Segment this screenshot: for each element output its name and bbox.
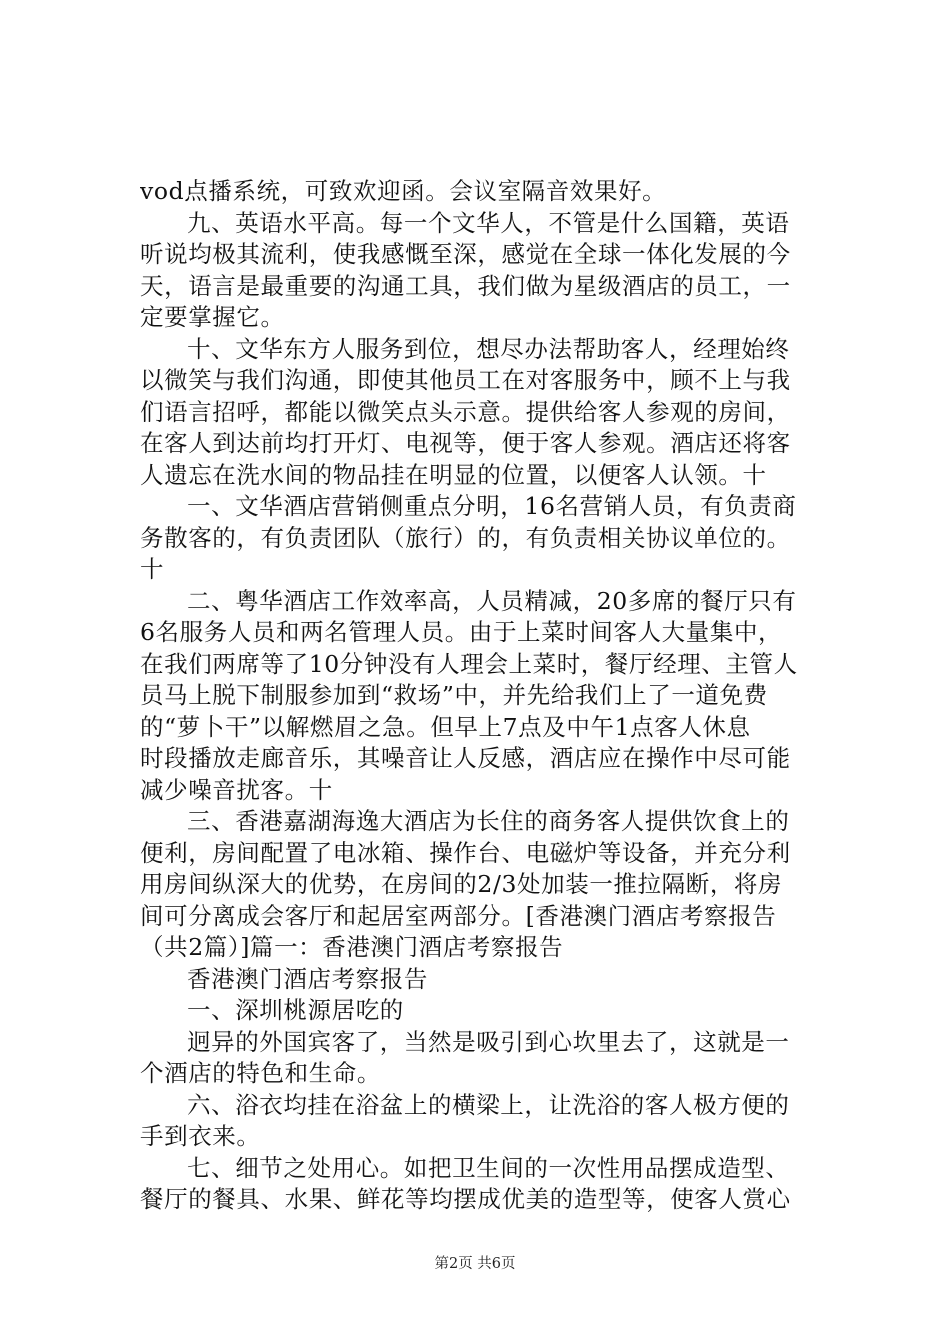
text-line: 十 [140, 555, 165, 583]
page-footer: 第2页 共6页 [434, 1256, 516, 1272]
text-line: 以微笑与我们沟通，即使其他员工在对客服务中，顾不上与我 [140, 366, 791, 394]
text-line: 手到衣来。 [140, 1122, 261, 1150]
text-line: 天，语言是最重要的沟通工具，我们做为星级酒店的员工，一 [140, 271, 791, 300]
text-line: 在客人到达前均打开灯、电视等，便于客人参观。酒店还将客 [140, 429, 791, 457]
text-line: 员马上脱下制服参加到“救场”中，并先给我们上了一道免费 [140, 681, 768, 709]
document-body [140, 176, 840, 1216]
text-line: 餐厅的餐具、水果、鲜花等均摆成优美的造型等，使客人赏心 [140, 1185, 791, 1213]
text-line: 个酒店的特色和生命。 [140, 1059, 381, 1087]
text-line: 定要掌握它。 [140, 303, 285, 331]
text-line: （共2篇）]篇一：香港澳门酒店考察报告 [140, 933, 564, 961]
text-line: 一、文华酒店营销侧重点分明，16名营销人员，有负责商 [187, 492, 797, 520]
text-line: 听说均极其流利，使我感慨至深，感觉在全球一体化发展的今 [140, 240, 791, 268]
text-line: 们语言招呼，都能以微笑点头示意。提供给客人参观的房间， [140, 397, 791, 426]
text-line: 减少噪音扰客。十 [140, 775, 333, 804]
text-line: vod点播系统，可致欢迎函。会议室隔音效果好。 [140, 177, 667, 205]
text-line: 六、浴衣均挂在浴盆上的横梁上，让洗浴的客人极方便的 [187, 1090, 790, 1119]
text-line: 时段播放走廊音乐，其噪音让人反感，酒店应在操作中尽可能 [140, 744, 791, 772]
text-line: 二、粤华酒店工作效率高，人员精减，20多席的餐厅只有 [187, 586, 797, 615]
text-line: 迥异的外国宾客了，当然是吸引到心坎里去了，这就是一 [187, 1027, 790, 1056]
text-line: 一、深圳桃源居吃的 [187, 996, 404, 1024]
text-line: 在我们两席等了10分钟没有人理会上菜时，餐厅经理、主管人 [140, 649, 798, 678]
text-line: 人遗忘在洗水间的物品挂在明显的位置，以便客人认领。十 [140, 460, 767, 489]
text-line: 的“萝卜干”以解燃眉之急。但早上7点及中午1点客人休息 [140, 712, 751, 741]
text-line: 七、细节之处用心。如把卫生间的一次性用品摆成造型、 [187, 1153, 790, 1182]
text-line: 三、香港嘉湖海逸大酒店为长住的商务客人提供饮食上的 [187, 807, 790, 835]
text-line: 便利，房间配置了电冰箱、操作台、电磁炉等设备，并充分利 [140, 838, 791, 867]
text-line: 用房间纵深大的优势，在房间的2/3处加装一推拉隔断，将房 [140, 870, 783, 898]
text-line: 九、英语水平高。每一个文华人，不管是什么国籍，英语 [187, 208, 790, 237]
text-line: 间可分离成会客厅和起居室两部分。[香港澳门酒店考察报告 [140, 901, 777, 930]
text-line: 十、文华东方人服务到位，想尽办法帮助客人，经理始终 [187, 334, 790, 363]
text-line: 务散客的，有负责团队（旅行）的，有负责相关协议单位的。 [140, 523, 791, 552]
text-line: 香港澳门酒店考察报告 [187, 964, 428, 993]
text-line: 6名服务人员和两名管理人员。由于上菜时间客人大量集中， [140, 618, 783, 646]
